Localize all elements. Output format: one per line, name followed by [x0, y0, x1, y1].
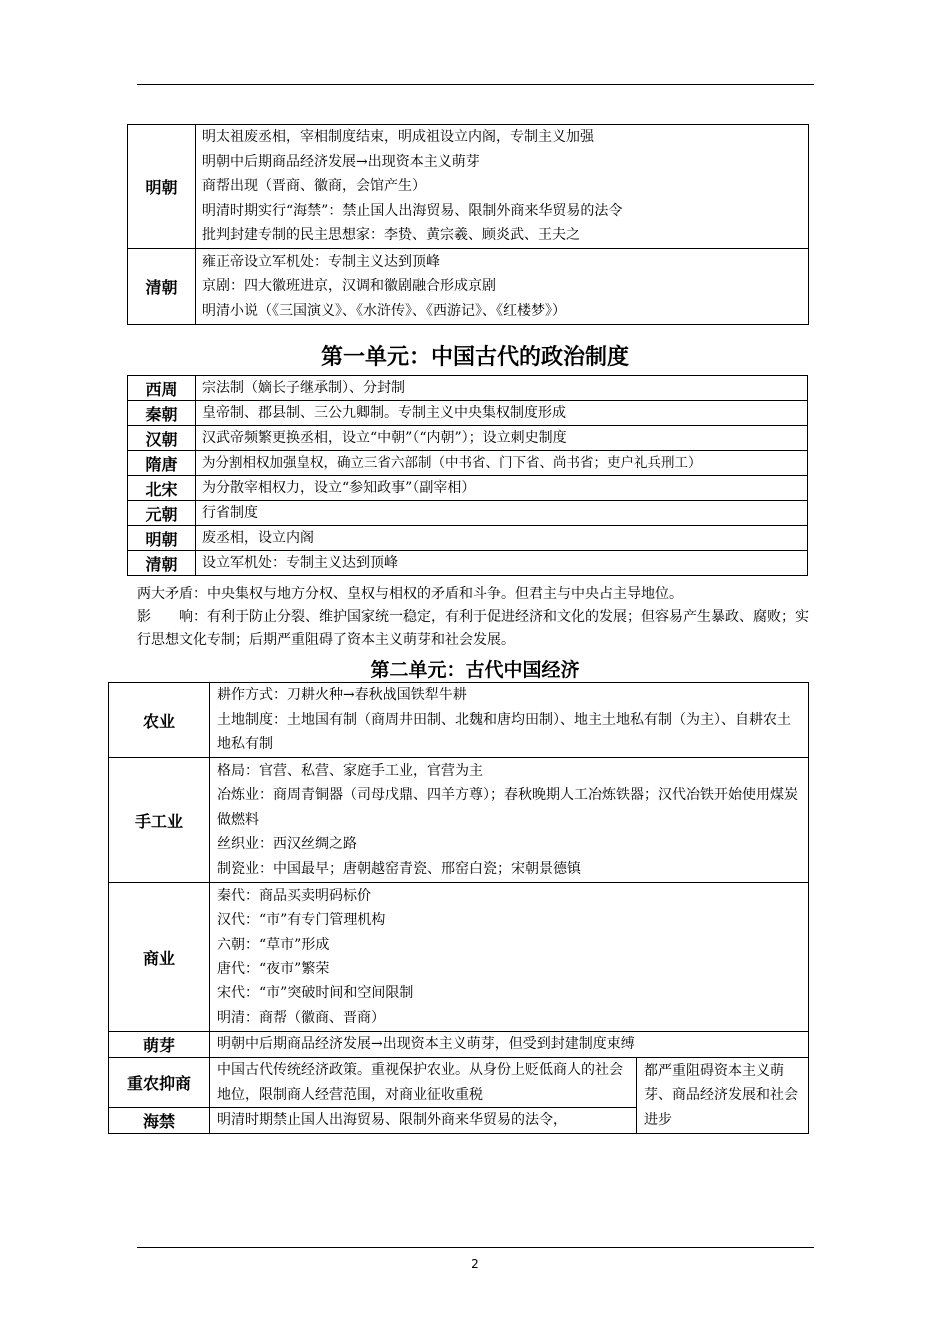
row-head: 重农抑商: [109, 1058, 210, 1108]
row-body: [210, 883, 809, 1032]
row-head: 海禁: [109, 1108, 210, 1134]
table-row: [109, 758, 809, 883]
table-row: [128, 426, 808, 451]
row-body: [210, 758, 809, 883]
footer-rule: [137, 1247, 814, 1248]
line: 土地制度：土地国有制（商周井田制、北魏和唐均田制）、地主土地私有制（为主）、自耕农土地私有制: [217, 711, 791, 753]
line: 秦代：商品买卖明码标价: [217, 887, 371, 904]
unit1-title: 第一单元：中国古代的政治制度: [320, 345, 629, 370]
contradiction-paragraph: 两大矛盾：中央集权与地方分权、皇权与相权的矛盾和斗争。但君主与中央占主导地位。: [137, 586, 683, 602]
table-row: [128, 125, 809, 249]
line: 冶炼业：商周青铜器（司母戊鼎、四羊方尊）；春秋晚期人工冶炼铁器；汉代冶铁开始使用煤炭做燃料: [217, 787, 798, 828]
table-row: [128, 451, 808, 476]
row-body: 明清时期禁止国人出海贸易、限制外商来华贸易的法令，: [210, 1108, 637, 1134]
line: 格局：官营、私营、家庭手工业，官营为主: [217, 762, 483, 779]
table-row: [128, 476, 808, 501]
row-head: 商业: [109, 883, 210, 1032]
line: 雍正帝设立军机处：专制主义达到顶峰: [202, 253, 440, 270]
row-head: 农业: [109, 683, 210, 758]
line: 汉代：“市”有专门管理机构: [217, 912, 386, 929]
line: 明清时期实行“海禁”：禁止国人出海贸易、限制外商来华贸易的法令: [202, 202, 623, 219]
economy-table: [108, 682, 809, 1134]
row-head: 明朝: [128, 526, 196, 551]
row-body: [196, 249, 809, 325]
line: 明太祖废丞相，宰相制度结束，明成祖设立内阁，专制主义加强: [202, 129, 594, 146]
line: 商帮出现（晋商、徽商，会馆产生）: [202, 178, 426, 195]
row-head: 手工业: [109, 758, 210, 883]
table-row: [109, 1032, 809, 1058]
table-row: [128, 526, 808, 551]
row-body: 明朝中后期商品经济发展→出现资本主义萌芽，但受到封建制度束缚: [210, 1032, 809, 1058]
line: 京剧：四大徽班进京，汉调和徽剧融合形成京剧: [202, 278, 496, 295]
row-head: 明朝: [128, 125, 196, 249]
line: 丝织业：西汉丝绸之路: [217, 836, 357, 853]
table-row: [128, 501, 808, 526]
row-body: 设立军机处：专制主义达到顶峰: [196, 551, 808, 576]
dynasty-summary-table: [127, 124, 809, 325]
line: 明清：商帮（徽商、晋商）: [217, 1009, 385, 1026]
row-body: [196, 125, 809, 249]
influence-paragraph: 影 响：有利于防止分裂、维护国家统一稳定，有利于促进经济和文化的发展；但容易产生暴政、腐败；实行思想文化专制；后期严重阻碍了资本主义萌芽和社会发展。: [137, 609, 809, 648]
row-head: 清朝: [128, 551, 196, 576]
row-body: 汉武帝频繁更换丞相，设立“中朝”（“内朝”）；设立刺史制度: [196, 426, 808, 451]
row-head: 秦朝: [128, 401, 196, 426]
line: 制瓷业：中国最早；唐朝越窑青瓷、邢窑白瓷；宋朝景德镇: [217, 860, 581, 877]
table-row: [109, 883, 809, 1032]
political-system-table: [127, 375, 808, 576]
row-head: 清朝: [128, 249, 196, 325]
row-body: 皇帝制、郡县制、三公九卿制。专制主义中央集权制度形成: [196, 401, 808, 426]
row-body: [210, 683, 809, 758]
header-rule: [137, 84, 814, 85]
row-body: 废丞相，设立内阁: [196, 526, 808, 551]
row-body: 中国古代传统经济政策。重视保护农业。从身份上贬低商人的社会地位，限制商人经营范围，对商业征收重税: [210, 1058, 637, 1108]
line: 明朝中后期商品经济发展→出现资本主义萌芽: [202, 153, 480, 170]
row-head: 西周: [128, 376, 196, 401]
row-body: 行省制度: [196, 501, 808, 526]
shared-effect-cell: 都严重阻碍资本主义萌芽、商品经济发展和社会进步: [637, 1058, 809, 1134]
page-number: 2: [471, 1257, 479, 1271]
line: 批判封建专制的民主思想家：李贽、黄宗羲、顾炎武、王夫之: [202, 227, 580, 244]
table-row: [128, 551, 808, 576]
line: 唐代：“夜市”繁荣: [217, 961, 330, 977]
table-row: [128, 249, 809, 325]
unit2-title: 第二单元：古代中国经济: [370, 659, 580, 681]
row-head: 隋唐: [128, 451, 196, 476]
line: 明清小说（《三国演义》、《水浒传》、《西游记》、《红楼梦》）: [202, 302, 566, 319]
row-head: 北宋: [128, 476, 196, 501]
row-body: 为分割相权加强皇权，确立三省六部制（中书省、门下省、尚书省；吏户礼兵刑工）: [196, 451, 808, 476]
line: 六朝：“草市”形成: [217, 936, 330, 953]
table-row: [128, 401, 808, 426]
table-row: [109, 1058, 809, 1108]
table-row: [109, 683, 809, 758]
row-head: 元朝: [128, 501, 196, 526]
line: 宋代：“市”突破时间和空间限制: [217, 985, 414, 1002]
row-body: 宗法制（嫡长子继承制）、分封制: [196, 376, 808, 401]
line: 耕作方式：刀耕火种→春秋战国铁犁牛耕: [217, 687, 467, 704]
row-head: 汉朝: [128, 426, 196, 451]
table-row: [128, 376, 808, 401]
row-head: 萌芽: [109, 1032, 210, 1058]
row-body: 为分散宰相权力，设立“参知政事”（副宰相）: [196, 476, 808, 501]
